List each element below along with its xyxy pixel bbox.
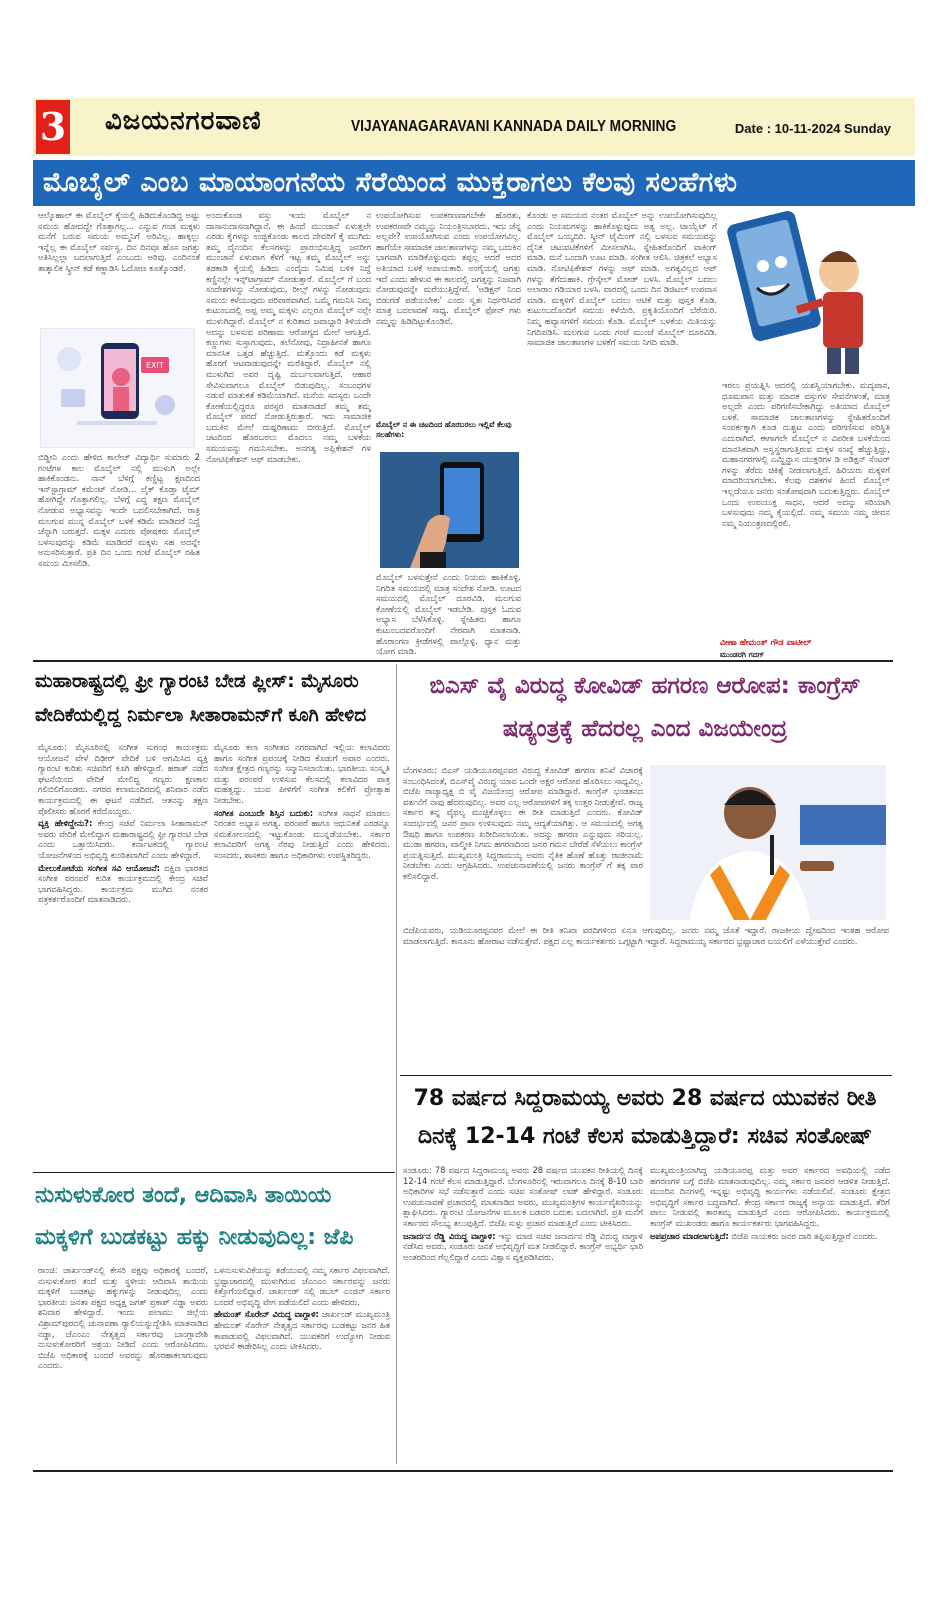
maha-col2b-para: ಸಂಗೀತ ಸಾಧನೆ ಮಾಡಲು ನಿರಂತರ ಅಭ್ಯಾಸ ಅಗತ್ಯ. ಪರಂಪರೆ ಹಾಗೂ ಆಧುನಿಕತೆ ಎರಡನ್ನೂ ಸಮತೋಲನದಲ್ಲಿ ಇಟ್ಟುಕೊಂಡು ಮುನ್ನಡೆಯಬೇಕು. ಸರ್ಕಾರ ಕಲಾವಿದರಿಗೆ ಅಗತ್ಯ ನೆರವು ನೀಡುತ್ತಿದೆ ಎಂದು ಹೇಳಿದರು. ಸಂಸದರು, ಶಾಸಕರು ಹಾಗೂ ಅಧಿಕಾರಿಗಳು ಉಪಸ್ಥಿತರಿದ್ದರು. — [214, 807, 390, 860]
lead-col1-bottom: ಬಿಡ್ಡೀನಿ ಎಂದು ಹೇಳಿದ ಕಾಲೇಜ್ ವಿದ್ಯಾರ್ಥಿ ಸುಮಾರು 2 ಗಂಟೆಗಳ ಕಾಲ ಮೊಬೈಲ್ ನಲ್ಲಿ ಮುಳುಗಿ ಅಲ್ಲೇ ಹಾಕಿಕೊಂಡನು. ನಾನ್ ಬೆಳಿಗ್ಗೆ ಕಣ್ಣಿಟ್ಟ ಕ್ಷಣದಿಂದ ಇನ್‌ಸ್ಟಾಗ್ರಾಮ್ ಕಮೆಂಟ್ ನೋಡಿ... ಲೈಕ್ ಕೊಡ್ತಾ ಟೈಮ್ ಹೋಗಿದ್ದೇ ಗೊತ್ತಾಗಲಿಲ್ಲ. ಬೆಳಗ್ಗೆ ಎದ್ದ ತಕ್ಷಣ ಮೊಬೈಲ್ ನೋಡುವ ಅಭ್ಯಾಸವನ್ನು ಇಂದೇ ಬದಲಿಸಬೇಕಾಗಿದೆ. ರಾತ್ರಿ ಮಲಗುವ ಮುನ್ನ ಮೊಬೈಲ್ ಬಳಕೆ ಕಡಿಮೆ ಮಾಡಿದರೆ ನಿದ್ದೆ ಚೆನ್ನಾಗಿ ಬರುತ್ತದೆ. ಮಕ್ಕಳ ಎದುರು ಪೋಷಕರು ಮೊಬೈಲ್ ಬಳಸುವುದನ್ನು ಕಡಿಮೆ ಮಾಡಿದರೆ ಮಕ್ಕಳು ಸಹ ಅದನ್ನೇ ಅನುಸರಿಸುತ್ತಾರೆ. ಪ್ರತಿ ದಿನ ಒಂದು ಗಂಟೆ ಮೊಬೈಲ್ ರಹಿತ ಸಮಯ ಮೀಸಲಿಡಿ. — [38, 452, 200, 568]
siddaramaiah-col2-para: ಮುಖ್ಯಮಂತ್ರಿಯಾಗಿದ್ದ ಯಡಿಯೂರಪ್ಪ ಮತ್ತು ಅವರ ಸರ್ಕಾರದ ಅವಧಿಯಲ್ಲಿ ನಡೆದ ಹಗರಣಗಳ ಬಗ್ಗೆ ಬಿಜೆಪಿ ಮಾತನಾಡುವುದಿಲ್ಲ. ನಮ್ಮ ಸರ್ಕಾರ ಜನಪರ ಆಡಳಿತ ನೀಡುತ್ತಿದೆ. ಮುಂದಿನ ದಿನಗಳಲ್ಲಿ ಇನ್ನಷ್ಟು ಅಭಿವೃದ್ಧಿ ಕಾರ್ಯಗಳು ನಡೆಯಲಿವೆ. ಸಂಡೂರು ಕ್ಷೇತ್ರದ ಅಭಿವೃದ್ಧಿಗೆ ಸರ್ಕಾರ ಬದ್ಧವಾಗಿದೆ. ಕೇಂದ್ರ ಸರ್ಕಾರ ರಾಜ್ಯಕ್ಕೆ ಅನ್ಯಾಯ ಮಾಡುತ್ತಿದೆ. ತೆರಿಗೆ ಪಾಲು ನೀಡುವಲ್ಲಿ ತಾರತಮ್ಯ ಮಾಡುತ್ತಿದೆ ಎಂದು ಆರೋಪಿಸಿದರು. ಕಾರ್ಯಕ್ರಮದಲ್ಲಿ ಕಾಂಗ್ರೆಸ್ ಮುಖಂಡರು ಹಾಗೂ ಕಾರ್ಯಕರ್ತರು ಭಾಗವಹಿಸಿದ್ದರು. — [650, 1165, 890, 1228]
maha-col2 — [214, 742, 390, 1172]
nadda-top-rule — [33, 1172, 395, 1173]
lead-headline: ಮೊಬೈಲ್ ಎಂಬ ಮಾಯಾಂಗನೆಯ ಸೆರೆಯಿಂದ ಮುಕ್ತರಾಗಲು ಕೆಲವು ಸಲಹೆಗಳು — [33, 160, 915, 206]
siddaramaiah-col2b-para: ಬಿಜೆಪಿ ನಾಯಕರು ಜನರ ದಾರಿ ತಪ್ಪಿಸುತ್ತಿದ್ದಾರೆ ಎಂದರು. — [731, 1230, 878, 1241]
byline-place: ಮುಂಡರಗಿ ಗದಗ್ — [720, 650, 765, 659]
siddaramaiah-col1b-para: ಇನ್ನು ಮಾಜಿ ಸಚಿವ ಜನಾರ್ದನ ರೆಡ್ಡಿ ವಿರುದ್ಧ ವಾಗ್ದಾಳಿ ನಡೆಸಿದ ಅವರು, ಸಂಡೂರು ಜನತೆ ಅಭಿವೃದ್ಧಿಗೆ ಮತ ನೀಡಲಿದ್ದಾರೆ. ಕಾಂಗ್ರೆಸ್ ಅಭ್ಯರ್ಥಿ ಭಾರಿ ಅಂತರದಿಂದ ಗೆಲ್ಲಲಿದ್ದಾರೆ ಎಂದು ವಿಶ್ವಾಸ ವ್ಯಕ್ತಪಡಿಸಿದರು. — [403, 1230, 643, 1262]
siddaramaiah-headline: 78 ವರ್ಷದ ಸಿದ್ದರಾಮಯ್ಯ ಅವರು 28 ವರ್ಷದ ಯುವಕನ ರೀತಿ ದಿನಕ್ಕೆ 12-14 ಗಂಟೆ ಕೆಲಸ ಮಾಡುತ್ತಿದ್ದಾರೆ: ಸಚಿವ ಸಂತೋಷ್ — [413, 1086, 877, 1149]
phone-with-apps-icon — [41, 329, 195, 448]
masthead — [33, 98, 915, 156]
nadda-col1: ರಾಂಚಿ: ಜಾರ್ಖಂಡ್‌ನಲ್ಲಿ ಕೇಸರಿ ಪಕ್ಷವು ಅಧಿಕಾರಕ್ಕೆ ಬಂದರೆ, ನುಸುಳುಕೋರ ತಂದೆ ಮತ್ತು ಸ್ಥಳೀಯ ಆದಿವಾಸಿ ತಾಯಿಯ ಮಕ್ಕಳಿಗೆ ಬುಡಕಟ್ಟು ಹಕ್ಕುಗಳನ್ನು ನೀಡುವುದಿಲ್ಲ ಎಂದು ಭಾರತೀಯ ಜನತಾ ಪಕ್ಷದ ಅಧ್ಯಕ್ಷ ಜಗತ್ ಪ್ರಕಾಶ್ ನಡ್ಡಾ ಅವರು ಶನಿವಾರ ಹೇಳಿದ್ದಾರೆ. ಇಂದು ಪಲಾಮು ಜಿಲ್ಲೆಯ ವಿಶ್ರಾಮ್‌ಪುರದಲ್ಲಿ ಚುನಾವಣಾ ರ್‍ಯಾಲಿಯನ್ನುದ್ದೇಶಿಸಿ ಮಾತನಾಡಿದ ನಡ್ಡಾ, ಜೆಎಂಎಂ ನೇತೃತ್ವದ ಸರ್ಕಾರವು ಬಾಂಗ್ಲಾದೇಶಿ ನುಸುಳುಕೋರರಿಗೆ ಆಶ್ರಯ ನೀಡಿದೆ ಎಂದು ಆರೋಪಿಸಿದರು. ಬಿಜೆಪಿ ಅಧಿಕಾರಕ್ಕೆ ಬಂದರೆ ಅವರನ್ನು ಹೊರಹಾಕಲಾಗುವುದು ಎಂದರು. — [38, 1265, 208, 1371]
lead-tips-caption: ಮೊಬೈಲ್ ನ ಈ ಚಟದಿಂದ ಹೊರಬರಲು ಇಲ್ಲಿವೆ ಕೆಲವು ಸಲಹೆಗಳು: — [376, 420, 512, 439]
siddaramaiah-subhead-1: ಜನಾರ್ದನ ರೆಡ್ಡಿ ವಿರುದ್ಧ ವಾಗ್ದಾಳಿ: — [403, 1230, 496, 1241]
lead-byline — [720, 638, 890, 660]
masthead-title-english: VIJAYANAGARAVANI KANNADA DAILY MORNING — [351, 118, 677, 135]
page-number: 3 — [36, 100, 70, 154]
nadda-col2b-para: ಜಾರ್ಖಂಡ್ ಮುಖ್ಯಮಂತ್ರಿ ಹೇಮಂತ್ ಸೊರೇನ್ ನೇತೃತ್ವದ ಸರ್ಕಾರವು ಬುಡಕಟ್ಟು ಜನರ ಹಿತ ಕಾಪಾಡುವಲ್ಲಿ ವಿಫಲವಾಗಿದೆ. ಯುವಕರಿಗೆ ಉದ್ಯೋಗ ನೀಡುವ ಭರವಸೆ ಈಡೇರಿಸಿಲ್ಲ ಎಂದು ಟೀಕಿಸಿದರು. — [214, 1309, 390, 1352]
nadda-headline: ನುಸುಳುಕೋರ ತಂದೆ, ಆದಿವಾಸಿ ತಾಯಿಯ ಮಕ್ಕಳಿಗೆ ಬುಡಕಟ್ಟು ಹಕ್ಕು ನೀಡುವುದಿಲ್ಲ: ಜೆಪಿ — [35, 1183, 354, 1250]
maha-subhead-1: ವ್ಯಕ್ತಿ ಹೇಳಿದ್ದೇನು?: — [38, 818, 93, 829]
lead-col5: ಇರಲು ಪ್ರಯತ್ನಿಸಿ ಆದರಲ್ಲಿ ಯಶಸ್ವಿಯಾಗಬೇಕು. ಮದ್ಯಪಾನ, ಧೂಮಪಾನ ಮತ್ತು ಮಾದಕ ವಸ್ತುಗಳ ಸೇವನೆಗಳಂತೆ, ಮಾತ್ರ ಅಲ್ಲದೇ ಎಂದು ಪರಿಗಣಿಸಬೇಕಾಗಿದ್ದು ಅತಿಯಾದ ಮೊಬೈಲ್ ಬಳಕೆ. ಸಾಮಾಜಿಕ ಜಾಲತಾಣಗಳನ್ನು ಸ್ನೇಹಿತರೊಂದಿಗೆ ಸಂಪರ್ಕಕ್ಕಾಗಿ ಕೂಡ ದುಶ್ಚಟ ಎಂದು ಪರಿಗಣಿಸುವ ಪರಿಸ್ಥಿತಿ ಎದುರಾಗಿದೆ. ಈಗಾಗಲೇ ಮೊಬೈಲ್ ನ ವಿಪರೀತ ಬಳಕೆಯಿಂದ ಮಾನಸಿಕವಾಗಿ ಅಸ್ವಸ್ಥರಾಗುತ್ತಿರುವ ಮಕ್ಕಳ ಸಂಖ್ಯೆ ಹೆಚ್ಚುತ್ತಿದ್ದು, ಮಹಾನಗರಗಳಲ್ಲಿ ಎಮ್ಹಿನ್ಹಾಸ ಯುಕ್ತರಿಗಳ ಡಿ ಅಡಿಕ್ಷನ್ ಸೆಂಟರ್ ಗಳನ್ನು ತೆರೆದು ಚಿಕಿತ್ಸೆ ನೀಡಲಾಗುತ್ತಿದೆ. ಹಿರಿಯರು ಮಕ್ಕಳಿಗೆ ಮಾದರಿಯಾಗಬೇಕು. ಕೆಲವು ದಶಕಗಳ ಹಿಂದೆ ಮೊಬೈಲ್ ಇಲ್ಲದೆಯೂ ಜನರು ಸಂತೋಷವಾಗಿ ಬದುಕುತ್ತಿದ್ದರು. ಮೊಬೈಲ್ ಒಂದು ಉಪಯುಕ್ತ ಸಾಧನ, ಆದರೆ ಅದನ್ನು ಸರಿಯಾಗಿ ಬಳಸುವುದು ನಮ್ಮ ಕೈಯಲ್ಲಿದೆ. ನಮ್ಮ ಸಮಯ ನಮ್ಮ ಜೀವನ ನಮ್ಮ ನಿಯಂತ್ರಣದಲ್ಲಿರಲಿ. — [722, 380, 890, 528]
siddaramaiah-subhead-2: ಅಪಪ್ರಚಾರ ಮಾಡಲಾಗುತ್ತಿದೆ: — [650, 1230, 729, 1241]
maha-subhead-2: ಮೇಲುಕೋಟೆಯ ಸಂಗೀತ ಸವಿ ಆಯೋಜನೆ: — [38, 862, 161, 873]
lead-col3-bottom: ಮೊಬೈಲ್ ಬಳಸುತ್ತೇನೆ ಎಂದು ನಿಯಮ ಹಾಕಿಕೊಳ್ಳಿ. ನಿಗದಿತ ಸಮಯದಲ್ಲಿ ಮಾತ್ರ ಸಂದೇಶ ನೋಡಿ. ಊಟದ ಸಮಯದಲ್ಲಿ ಮೊಬೈಲ್ ದೂರವಿಡಿ. ಮಲಗುವ ಕೋಣೆಯಲ್ಲಿ ಮೊಬೈಲ್ ಇಡಬೇಡಿ. ಪುಸ್ತಕ ಓದುವ ಅಭ್ಯಾಸ ಬೆಳೆಸಿಕೊಳ್ಳಿ. ಸ್ನೇಹಿತರು ಹಾಗೂ ಕುಟುಂಬದವರೊಂದಿಗೆ ನೇರವಾಗಿ ಮಾತನಾಡಿ. ಹೊರಾಂಗಣ ಕ್ರೀಡೆಗಳಲ್ಲಿ ಪಾಲ್ಗೊಳ್ಳಿ. ಧ್ಯಾನ ಮತ್ತು ಯೋಗ ಮಾಡಿ. — [376, 572, 521, 657]
siddaramaiah-col2 — [650, 1165, 890, 1465]
bsy-col2: ಬಿಜೆಪಿಯವರು, ಯಡಿಯೂರಪ್ಪನವರ ಮೇಲೆ ಈ ರೀತಿ ತನಿಖಾ ವರದಿಗಳಿಂದ ಏನೂ ಆಗುವುದಿಲ್ಲ. ಜನರು ನಮ್ಮ ಜೊತೆ ಇದ್ದಾರೆ. ರಾಜಕೀಯ ದ್ವೇಷದಿಂದ ಇಂತಹ ಆರೋಪ ಮಾಡಲಾಗುತ್ತಿದೆ. ಕಾನೂನು ಹೋರಾಟ ನಡೆಸುತ್ತೇವೆ. ಪಕ್ಷದ ಎಲ್ಲ ಕಾರ್ಯಕರ್ತರು ಒಗ್ಗಟ್ಟಾಗಿ ಇದ್ದಾರೆ. ಸಿದ್ದರಾಮಯ್ಯ ಸರ್ಕಾರದ ಭ್ರಷ್ಟಾಚಾರ ಬಯಲಿಗೆ ಎಳೆಯುತ್ತೇವೆ ಎಂದರು. — [403, 925, 889, 946]
hand-holding-phone-image — [380, 452, 519, 568]
page-bottom-rule — [33, 1470, 893, 1472]
bsy-col1: ಬೆಂಗಳೂರು: ಬಿಎಸ್ ಯಡಿಯೂರಪ್ಪನವರ ವಿರುದ್ಧ ಕೋವಿಡ್ ಹಗರಣ ತನಿಖೆ ವಿಚಾರಕ್ಕೆ ಸಂಬಂಧಿಸಿದಂತೆ, ಬಿಎಸ್‌ವೈ ವಿರುದ್ಧ ಯಾವ ಒಂದೇ ಅಕ್ಷರ ಆರೋಪ ಹೊರಿಸಲು ಸಾಧ್ಯವಿಲ್ಲ. ಬಿಜೆಪಿ ರಾಜ್ಯಾಧ್ಯಕ್ಷ ಬಿ ವೈ ವಿಜಯೇಂದ್ರ ಆರೋಪ ಮಾಡಿದ್ದಾರೆ. ಕಾಂಗ್ರೆಸ್ ಭಂಡತನದ ವರ್ತನೆಗೆ ನಾವು ಹೆದರುವುದಿಲ್ಲ. ಅವರ ಎಲ್ಲ ಆರೋಪಗಳಿಗೆ ತಕ್ಕ ಉತ್ತರ ನೀಡುತ್ತೇವೆ. ರಾಜ್ಯ ಸರ್ಕಾರ ತನ್ನ ವೈಫಲ್ಯ ಮುಚ್ಚಿಕೊಳ್ಳಲು ಈ ರೀತಿ ಮಾಡುತ್ತಿದೆ ಎಂದರು. ಕೋವಿಡ್ ಸಂದರ್ಭದಲ್ಲಿ ಜನರ ಪ್ರಾಣ ಉಳಿಸುವುದು ನಮ್ಮ ಆದ್ಯತೆಯಾಗಿತ್ತು. ಆ ಸಮಯದಲ್ಲಿ ಅಗತ್ಯ ಔಷಧಿ ಹಾಗೂ ಉಪಕರಣ ಖರೀದಿಸಲಾಯಿತು. ಅದನ್ನು ಹಗರಣ ಎನ್ನುವುದು ಸರಿಯಲ್ಲ. ಮುಡಾ ಹಗರಣ, ವಾಲ್ಮೀಕಿ ನಿಗಮ ಹಗರಣದಿಂದ ಜನರ ಗಮನ ಬೇರೆಡೆ ಸೆಳೆಯಲು ಕಾಂಗ್ರೆಸ್ ಪ್ರಯತ್ನಿಸುತ್ತಿದೆ. ಮುಖ್ಯಮಂತ್ರಿ ಸಿದ್ದರಾಮಯ್ಯ ಅವರು ನೈತಿಕ ಹೊಣೆ ಹೊತ್ತು ರಾಜೀನಾಮೆ ನೀಡಬೇಕು ಎಂದು ಆಗ್ರಹಿಸಿದರು. ಉಪಚುನಾವಣೆಯಲ್ಲಿ ಜನರು ಕಾಂಗ್ರೆಸ್ ಗೆ ತಕ್ಕ ಪಾಠ ಕಲಿಸಲಿದ್ದಾರೆ. — [403, 765, 643, 881]
section-divider — [33, 660, 893, 662]
maha-col1-para: ಮೈಸೂರು: ಮೈಸೂರಿನಲ್ಲಿ ಸಂಗೀತ ಸುಗಂಧ ಕಾರ್ಯಕ್ರಮ ಆಯೋಜನೆ ವೇಳೆ ದಿಢೀರ್ ವೇದಿಕೆ ಬಳಿ ಆಗಮಿಸಿದ ವ್ಯಕ್ತಿ ಗ್ಯಾರಂಟಿ ಕುರಿತು ಸಚಿವರಿಗೆ ಕೂಗಿ ಹೇಳಿದ್ದಾರೆ. ಹಠಾತ್ ನಡೆದ ಘಟನೆಯಿಂದ ವೇದಿಕೆ ಮೇಲಿದ್ದ ಗಣ್ಯರು ಕ್ಷಣಕಾಲ ಗಲಿಬಿಲಿಗೊಂಡರು. ನಗರದ ಕಲಾಮಂದಿರದಲ್ಲಿ ಶನಿವಾರ ನಡೆದ ಕಾರ್ಯಕ್ರಮದಲ್ಲಿ ಈ ಘಟನೆ ನಡೆದಿದೆ. ಆತನನ್ನು ತಕ್ಷಣ ಪೊಲೀಸರು ಹೊರಗೆ ಕರೆದೊಯ್ದರು. — [38, 742, 208, 816]
byline-author: ವೀಣಾ ಹೇಮಂತ್ ಗೌಡ ಪಾಟೀಲ್ — [720, 638, 812, 648]
maha-col1 — [38, 742, 208, 1172]
politician-speaking-photo-icon — [650, 765, 886, 920]
hand-phone-icon — [380, 452, 519, 568]
phone-monster-cartoon-icon — [727, 210, 887, 378]
column-divider — [396, 664, 397, 1464]
masthead-title-kannada: ವಿಜಯನಗರವಾಣಿ — [105, 106, 262, 136]
nadda-col2-para: ಒಳನುಸುಳುವಿಕೆಯನ್ನು ತಡೆಯುವಲ್ಲಿ ನಮ್ಮ ಸರ್ಕಾರ ವಿಫಲವಾಗಿದೆ. ಭ್ರಷ್ಟಾಚಾರದಲ್ಲಿ ಮುಳುಗಿರುವ ಜೆಎಂಎಂ ಸರ್ಕಾರವನ್ನು ಜನರು ಕಿತ್ತೊಗೆಯಲಿದ್ದಾರೆ. ಜಾರ್ಖಂಡ್ ನಲ್ಲಿ ಡಬಲ್ ಎಂಜಿನ್ ಸರ್ಕಾರ ಬಂದರೆ ಅಭಿವೃದ್ಧಿ ವೇಗ ಪಡೆಯಲಿದೆ ಎಂದು ಹೇಳಿದರು. — [214, 1265, 390, 1307]
mobile-addiction-cartoon — [727, 210, 887, 378]
lead-col3: ಉಪಯೋಗಿಸುವ ಉಪಕರಣವಾಗಬೇಕೇ ಹೊರತು, ಉಪಕರಣವೇ ನಮ್ಮನ್ನು ನಿಯಂತ್ರಿಸಬಾರದು. ಇದು ಚೆನ್ನ ಅಲ್ಲವೇ? ಉಪಯೋಗಿಸುವ ಎಂದು ಉಪಯೋಗವಿಲ್ಲ. ಹಾಗೆಯೇ ಸಾಮಾಜಿಕ ಜಾಲತಾಣಗಳನ್ನು ನಮ್ಮ ಬದುಕಿನ ಭಾಗವಾಗಿ ಮಾಡಿಕೊಳ್ಳುವುದು ತಪ್ಪಲ್ಲ ಆದರೆ ಅದರ ಅತಿಯಾದ ಬಳಕೆ ಅಪಾಯಕಾರಿ. ಅಂಗೈಯಲ್ಲಿ ಜಗತ್ತು ಇದೆ ಎಂದು ಹೇಳುವ ಈ ಕಾಲದಲ್ಲಿ ಜಗತ್ತನ್ನು ನಿಜವಾಗಿ ನೋಡುವುದನ್ನೇ ಮರೆಯುತ್ತಿದ್ದೇವೆ. 'ಅಡಿಕ್ಷನ್ ನಿಂದ ಬಿಡುಗಡೆ ಪಡೆಯಬೇಕು' ಎಂದು ಸ್ವತಃ ನಿರ್ಧರಿಸಿದರೆ ಮಾತ್ರ ಬದಲಾವಣೆ ಸಾಧ್ಯ. ಮೊಬೈಲ್ ಫೋನ್ ಗಳು ನಮ್ಮನ್ನು ಹಿಡಿದಿಟ್ಟುಕೊಂಡಿವೆ. — [376, 210, 521, 326]
bsy-bottom-rule — [400, 1075, 892, 1076]
vijayendra-photo — [650, 765, 886, 920]
siddaramaiah-col1 — [403, 1165, 643, 1465]
maha-headline: ಮಹಾರಾಷ್ಟ್ರದಲ್ಲಿ ಫ್ರೀ ಗ್ಯಾರಂಟಿ ಬೇಡ ಪ್ಲೀಸ್: ಮೈಸೂರು ವೇದಿಕೆಯಲ್ಲಿದ್ದ ನಿರ್ಮಲಾ ಸೀತಾರಾಮನ್‌ಗೆ ಕೂಗಿ ಹೇಳಿದ — [35, 671, 367, 726]
maha-col2-para: ಮೈಸೂರು ಕಲಾ ಸಂಗೀತದ ನಗರವಾಗಿದೆ ಇಲ್ಲಿಯ ಕಲಾವಿದರು ಹಾಗೂ ಸಂಗೀತ ಪ್ರಪಂಚಕ್ಕೆ ನೀಡಿದ ಕೊಡುಗೆ ಅಪಾರ ಎಂದರು. ಸಂಗೀತ ಕ್ಷೇತ್ರದ ಗಣ್ಯರನ್ನು ಸನ್ಮಾನಿಸಲಾಯಿತು. ಭಾರತೀಯ ಸಂಸ್ಕೃತಿ ಮತ್ತು ಪರಂಪರೆ ಉಳಿಸುವ ಕೆಲಸದಲ್ಲಿ ಕಲಾವಿದರ ಪಾತ್ರ ಮಹತ್ವದ್ದು. ಯುವ ಪೀಳಿಗೆಗೆ ಸಂಗೀತ ಕಲಿಕೆಗೆ ಪ್ರೋತ್ಸಾಹ ನೀಡಬೇಕು. — [214, 742, 390, 805]
svg-text:EXIT: EXIT — [146, 361, 164, 370]
lead-col2: ಅಂದುಕೊಂಡ ವಸ್ತು ಇಂದು ಮೊಬೈಲ್ ನ ದಾಸಾನುದಾಸನಾಗಿದ್ದಾನೆ. ಈ ಹಿಂದೆ ಮುಂಜಾನೆ ಏಳುತ್ತಲೇ ಎರಡು ಕೈಗಳನ್ನು ಉಜ್ಜಿಕೊಂಡು ಕಾಲದ ದೇವರಿಗೆ ಕೈ ಮುಗಿದು ತಮ್ಮ ದೈನಂದಿನ ಕೆಲಸಗಳನ್ನು ಪ್ರಾರಂಭಿಸುತ್ತಿದ್ದ ಜನರೀಗ ಮುಂಜಾನೆ ಏಳುವಾಗ ಕೆಳಗೆ ಇಟ್ಟ ತಮ್ಮ ಮೊಬೈಲ್ ಅನ್ನು ತಡಕಾಡಿ ಕೈಯಲ್ಲಿ ಹಿಡಿದು ಎಂದೈದು ನಿಮಿಷ ಬಳಿಕ ನಿದ್ದೆ ಕಣ್ಣಿನಲ್ಲೇ ಇನ್ಸ್‌ಟಾಗ್ರಾಮ್ ನೋಡುತ್ತಾರೆ. ಮೊಬೈಲ್ ಗೆ ಬಂದ ಸಂದೇಶಗಳನ್ನು ನೋಡುವುದು, ರೀಲ್ಸ್ ಗಳನ್ನು ನೋಡುವುದು ಸಮಯ ಕಳೆಯುವುದು ಪರಿಪಾಠವಾಗಿದೆ. ಒಮ್ಮೆ ಗಮನಿಸಿ ನಿಮ್ಮ ಕುಟುಂಬದಲ್ಲಿ ಅಪ್ಪ ಅಮ್ಮ ಮಕ್ಕಳು ಎಲ್ಲರೂ ಮೊಬೈಲ್ ನಲ್ಲೇ ಮುಳುಗಿದ್ದಾರೆ. ಮೊಬೈಲ್ ನ ಕುರಿತಾದ ಜವಾಬ್ದಾರಿ ತಿಳಿಯದೇ ಅದನ್ನು ಬಳಸುವ ಪರಿಣಾಮ ಆರೋಗ್ಯದ ಮೇಲೆ ಆಗುತ್ತಿದೆ. ಕಣ್ಣುಗಳು ಸುಸ್ತಾಗುವುದು, ತಲೆನೋವು, ನಿದ್ರಾಹೀನತೆ ಹಾಗೂ ಮಾನಸಿಕ ಒತ್ತಡ ಹೆಚ್ಚುತ್ತಿದೆ. ಮತ್ತೊಂದು ಕಡೆ ಮಕ್ಕಳು ಹೊರಗೆ ಆಟವಾಡುವುದನ್ನೇ ಮರೆತಿದ್ದಾರೆ. ಮೊಬೈಲ್ ನಲ್ಲಿ ಮುಳುಗಿದ ಅವರ ದೃಷ್ಟಿ ದುರ್ಬಲವಾಗುತ್ತಿದೆ. ಆಹಾರ ಸೇವಿಸುವಾಗಲೂ ಮೊಬೈಲ್ ಬಿಡುವುದಿಲ್ಲ. ಸಂಬಂಧಗಳ ನಡುವೆ ಮಾತುಕತೆ ಕಡಿಮೆಯಾಗಿದೆ. ಮನೆಯ ಸದಸ್ಯರು ಒಂದೇ ಕೋಣೆಯಲ್ಲಿದ್ದರೂ ಪರಸ್ಪರ ಮಾತನಾಡದೆ ತಮ್ಮ ತಮ್ಮ ಮೊಬೈಲ್ ಪರದೆ ನೋಡುತ್ತಿರುತ್ತಾರೆ. ಇದು ಸಾಮಾಜಿಕ ಬದುಕಿನ ಮೇಲೆ ದುಷ್ಪರಿಣಾಮ ಬೀರುತ್ತಿದೆ. ಮೊಬೈಲ್ ಚಟದಿಂದ ಹೊರಬರಲು ಮೊದಲು ನಮ್ಮ ಬಳಕೆಯ ಸಮಯವನ್ನು ಗಮನಿಸಬೇಕು. ಅನಗತ್ಯ ಅಪ್ಲಿಕೇಶನ್ ಗಳ ನೋಟಿಫಿಕೇಶನ್ ಆಫ್ ಮಾಡಬೇಕು. — [206, 210, 371, 464]
lead-col1-top: ಆಲ್ಕೊಹಾಲ್ ಈ ಮೊಬೈಲ್ ಕೈಯಲ್ಲಿ ಹಿಡಿದುಕೊಂಡಿದ್ದ ಅಷ್ಟು ಸಮಯ ಹೋದದ್ದೇ ಗೊತ್ತಾಗಲ್ಲ... ಎನ್ನುವ ಗಂಡ ಮಕ್ಕಳು ಮನೆಗೆ ಬರುವ ಸಮಯ ಅಮ್ಮನಿಗೆ ಅರಿವಿಲ್ಲ. ಹಾಕ್ಕಲ್ಲು ಇನ್ನೆಲ್ಲ ಈ ಮೊಬೈಲ್ ಸರ್ವಸ್ವ. ದಿನ ದಿನವೂ ಹೊಸ ಜಗತ್ತು ಅತಿಸಿಲ್ಲಲ್ಲಾ ಬದಲಾಗುತ್ತಿದೆ ಎಂಬುದು ಅರಿವು. ಎಂದಿನಂತೆ ತಾತ್ಕಾಲಿಕ ಸ್ಕ್ರೀನ್ ಕಡೆ ಕಣ್ಣಾಡಿಸಿ ಓದೋಣ ಕೂತ್ಕೊಂಡರೆ. — [38, 210, 200, 273]
maha-col1c-para: ದಕ್ಷಿಣ ಭಾರತದ ಸಂಗೀತ ಪರಂಪರೆ ಕುರಿತ ಕಾರ್ಯಕ್ರಮದಲ್ಲಿ ಕೇಂದ್ರ ಸಚಿವೆ ಭಾಗವಹಿಸಿದ್ದರು. ಕಾರ್ಯಕ್ರಮ ಮುಗಿದ ನಂತರ ಪತ್ರಕರ್ತರೊಂದಿಗೆ ಮಾತನಾಡಿದರು. — [38, 862, 208, 905]
nadda-subhead-1: ಹೇಮಂತ್ ಸೊರೇನ್ ವಿರುದ್ಧ ವಾಗ್ದಾಳಿ: — [214, 1309, 319, 1320]
bsy-headline: ಬಿಎಸ್ ವೈ ವಿರುದ್ಧ ಕೋವಿಡ್ ಹಗರಣ ಆರೋಪ: ಕಾಂಗ್ರೆಸ್ ಷಡ್ಯಂತ್ರಕ್ಕೆ ಹೆದರಲ್ಲ ಎಂದ ವಿಜಯೇಂದ್ರ — [429, 673, 861, 742]
mobile-app-illustration — [40, 328, 195, 448]
lead-col4: ಕೊಂಡು ಆ ಸಮಯದ ನಂತರ ಮೊಬೈಲ್ ಅನ್ನು ಉಪಯೋಗಿಸುವುದಿಲ್ಲ ಎಂದು ನಿಯಮಗಳನ್ನು ಹಾಕಿಕೊಳ್ಳುವುದು ಅತ್ಯ ಅಲ್ಲ. ಟಾಯ್ಲೆಟ್ ಗೆ ಮೊಬೈಲ್ ಒಯ್ಯದಿರಿ. ಸ್ಕ್ರೀನ್ ಟೈಮಿಂಗ್ ನಲ್ಲಿ ಬಳಸುವ ಸಮಯವನ್ನು ದೈನಿಕ ಚಟುವಟಿಕೆಗಳಿಗೆ ಮೀಸಲಾಗಿಸಿ. ಸ್ನೇಹಿತರೊಂದಿಗೆ ವಾಕಿಂಗ್ ಮಾಡಿ. ಮನೆ ಒಂದಾಗಿ ಊಟ ಮಾಡಿ. ಸಂಗೀತ ಆಲಿಸಿ. ಚಿತ್ರಕಲೆ ಅಭ್ಯಾಸ ಮಾಡಿ. ನೋಟಿಫಿಕೇಶನ್ ಗಳನ್ನು ಆಫ್ ಮಾಡಿ. ಅಗತ್ಯವಿಲ್ಲದ ಆಪ್ ಗಳನ್ನು ತೆಗೆದುಹಾಕಿ. ಗ್ರೇಸ್ಕೇಲ್ ಮೋಡ್ ಬಳಸಿ. ಮೊಬೈಲ್ ಬದಲು ಅಲಾರಾಂ ಗಡಿಯಾರ ಬಳಸಿ. ವಾರದಲ್ಲಿ ಒಂದು ದಿನ ಡಿಜಿಟಲ್ ಉಪವಾಸ ಮಾಡಿ. ಮಕ್ಕಳಿಗೆ ಮೊಬೈಲ್ ಬದಲು ಆಟಿಕೆ ಮತ್ತು ಪುಸ್ತಕ ಕೊಡಿ. ಕುಟುಂಬದೊಂದಿಗೆ ಸಮಯ ಕಳೆಯಿರಿ. ಪ್ರಕೃತಿಯೊಂದಿಗೆ ಬೆರೆಯಿರಿ. ನಿಮ್ಮ ಹವ್ಯಾಸಗಳಿಗೆ ಸಮಯ ಕೊಡಿ. ಮೊಬೈಲ್ ಬಳಕೆಯ ಮಿತಿಯನ್ನು ನಿಗದಿಪಡಿಸಿ. ಮಲಗುವ ಒಂದು ಗಂಟೆ ಮುಂಚೆ ಮೊಬೈಲ್ ದೂರವಿಡಿ. ಸಾಮಾಜಿಕ ಜಾಲತಾಣಗಳ ಬಳಕೆಗೆ ಸಮಯ ನಿಗದಿ ಮಾಡಿ. — [527, 210, 717, 348]
maha-subhead-3: ಸಂಗೀತ ಎಂಬುದೇ ಶಿಸ್ತಿನ ಬದುಕು: — [214, 807, 314, 818]
siddaramaiah-col1-para: ಸಂಡೂರು: 78 ವರ್ಷದ ಸಿದ್ದರಾಮಯ್ಯ ಅವರು 28 ವರ್ಷದ ಯುವಕನ ರೀತಿಯಲ್ಲಿ ದಿನಕ್ಕೆ 12-14 ಗಂಟೆ ಕೆಲಸ ಮಾಡುತ್ತಿದ್ದಾರೆ. ಬೆಂಗಳೂರಿನಲ್ಲಿ ಇರುವಾಗಲೂ ದಿನಕ್ಕೆ 8-10 ಬಾರಿ ಅಧಿಕಾರಿಗಳ ಸಭೆ ನಡೆಸುತ್ತಾರೆ ಎಂದು ಸಚಿವ ಸಂತೋಷ್ ಲಾಡ್ ಹೇಳಿದ್ದಾರೆ. ಸಂಡೂರು ಉಪಚುನಾವಣೆ ಪ್ರಚಾರದಲ್ಲಿ ಮಾತನಾಡಿದ ಅವರು, ಮುಖ್ಯಮಂತ್ರಿಗಳ ಕಾರ್ಯವೈಖರಿಯನ್ನು ಶ್ಲಾಘಿಸಿದರು. ಗ್ಯಾರಂಟಿ ಯೋಜನೆಗಳ ಮೂಲಕ ಬಡವರ ಬದುಕು ಬದಲಾಗಿದೆ. ಪ್ರತಿ ಮನೆಗೆ ಸರ್ಕಾರದ ಸೌಲಭ್ಯ ತಲುಪುತ್ತಿದೆ. ಬಿಜೆಪಿ ಸುಳ್ಳು ಪ್ರಚಾರ ಮಾಡುತ್ತಿದೆ ಎಂದು ಟೀಕಿಸಿದರು. — [403, 1165, 643, 1228]
masthead-date: Date : 10-11-2024 Sunday — [734, 121, 891, 136]
maha-col1b-para: ಕೇಂದ್ರ ಸಚಿವೆ ನಿರ್ಮಲಾ ಸೀತಾರಾಮನ್ ಅವರು ವೇದಿಕೆ ಮೇಲಿದ್ದಾಗ ಮಹಾರಾಷ್ಟ್ರದಲ್ಲಿ ಫ್ರೀ ಗ್ಯಾರಂಟಿ ಬೇಡ ಎಂದು ಒತ್ತಾಯಿಸಿದರು. ಕರ್ನಾಟಕದಲ್ಲಿ ಗ್ಯಾರಂಟಿ ಯೋಜನೆಗಳಿಂದ ಅಭಿವೃದ್ಧಿ ಕುಂಠಿತವಾಗಿದೆ ಎಂದು ಹೇಳಿದ್ದಾರೆ. — [38, 818, 208, 860]
nadda-col2 — [214, 1265, 390, 1465]
